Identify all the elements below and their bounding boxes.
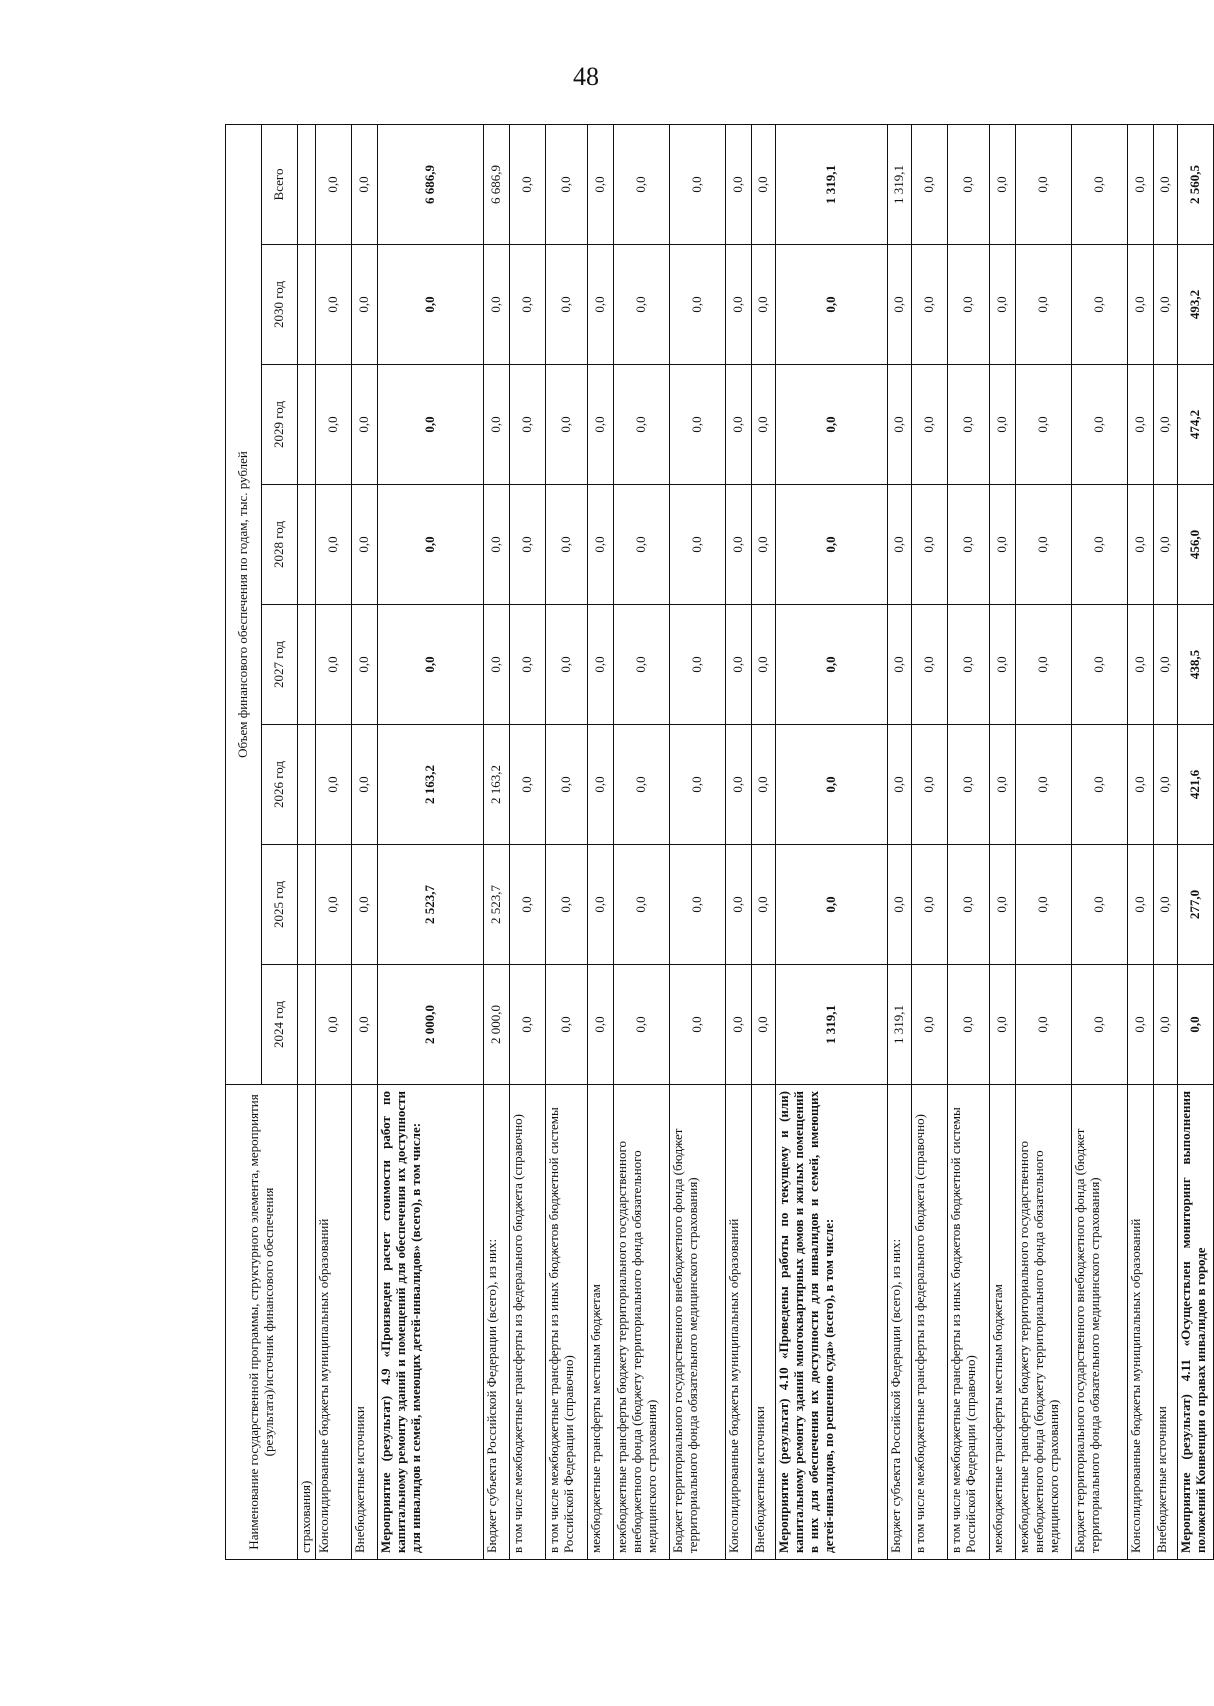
row-value (298, 725, 316, 845)
header-funding-group: Объем финансового обеспечения по годам, тыс. рублей (226, 124, 262, 1084)
row-label: межбюджетные трансферты бюджету территориального государственного внебюджетного фонда (бюджету территориального фонда обязательного медицинского страхования) (1015, 1085, 1071, 1560)
row-value: 0,0 (509, 124, 545, 244)
row-value: 0,0 (509, 365, 545, 485)
row-value: 0,0 (1071, 845, 1127, 965)
row-value: 0,0 (509, 725, 545, 845)
table-body (298, 124, 1214, 1559)
row-value: 0,0 (725, 365, 751, 485)
row-value: 6 686,9 (483, 124, 509, 244)
row-value: 0,0 (911, 365, 947, 485)
row-value: 0,0 (911, 605, 947, 725)
row-value: 0,0 (351, 605, 377, 725)
row-value: 0,0 (947, 965, 989, 1085)
row-value: 0,0 (1071, 725, 1127, 845)
row-value: 0,0 (1015, 845, 1071, 965)
row-value: 0,0 (1153, 124, 1177, 244)
row-value: 0,0 (545, 845, 587, 965)
row-value: 0,0 (613, 485, 669, 605)
row-value: 0,0 (509, 245, 545, 365)
row-value: 0,0 (725, 845, 751, 965)
row-value: 0,0 (1127, 124, 1153, 244)
row-value: 0,0 (989, 485, 1015, 605)
row-value: 0,0 (669, 605, 725, 725)
row-value: 0,0 (377, 365, 483, 485)
row-value: 0,0 (1153, 845, 1177, 965)
row-value: 0,0 (1127, 845, 1153, 965)
table-row (1153, 124, 1177, 1559)
row-value: 0,0 (1127, 725, 1153, 845)
row-value: 0,0 (775, 845, 887, 965)
row-value: 0,0 (1127, 965, 1153, 1085)
row-value: 0,0 (989, 245, 1015, 365)
row-value: 0,0 (545, 965, 587, 1085)
row-value: 0,0 (613, 845, 669, 965)
row-value: 1 319,1 (775, 965, 887, 1085)
row-value (298, 845, 316, 965)
table-row (1071, 124, 1127, 1559)
table-row (751, 124, 775, 1559)
row-value: 0,0 (1015, 485, 1071, 605)
row-value: 0,0 (587, 124, 613, 244)
row-value: 0,0 (725, 485, 751, 605)
row-value: 0,0 (669, 725, 725, 845)
table-row (587, 124, 613, 1559)
row-value: 0,0 (1153, 965, 1177, 1085)
row-value: 0,0 (887, 605, 911, 725)
table-row (669, 124, 725, 1559)
table-row (947, 124, 989, 1559)
row-value: 0,0 (351, 965, 377, 1085)
row-label: Бюджет территориального государственного внебюджетного фонда (бюджет территориального фонда обязательного медицинского страхования) (669, 1085, 725, 1560)
table-row (613, 124, 669, 1559)
table-row (1127, 124, 1153, 1559)
row-value: 0,0 (725, 605, 751, 725)
row-value: 0,0 (775, 605, 887, 725)
row-label: Бюджет территориального государственного внебюджетного фонда (бюджет территориального фонда обязательного медицинского страхования) (1071, 1085, 1127, 1560)
row-value: 0,0 (483, 245, 509, 365)
row-value: 0,0 (775, 365, 887, 485)
row-value (298, 365, 316, 485)
row-value: 0,0 (725, 124, 751, 244)
table-row (483, 124, 509, 1559)
row-value: 0,0 (947, 124, 989, 244)
row-value: 0,0 (315, 965, 351, 1085)
row-value (298, 485, 316, 605)
row-value: 0,0 (351, 365, 377, 485)
row-value: 0,0 (545, 245, 587, 365)
row-value: 0,0 (669, 965, 725, 1085)
row-value: 0,0 (377, 245, 483, 365)
row-label: Консолидированные бюджеты муниципальных образований (1127, 1085, 1153, 1560)
header-year: 2025 год (262, 845, 298, 965)
row-value: 0,0 (587, 965, 613, 1085)
row-label: Внебюджетные источники (751, 1085, 775, 1560)
row-value: 0,0 (887, 725, 911, 845)
table-row (545, 124, 587, 1559)
row-value: 0,0 (1127, 245, 1153, 365)
row-value: 0,0 (613, 365, 669, 485)
table-row (1015, 124, 1071, 1559)
table-row (509, 124, 545, 1559)
row-value (298, 245, 316, 365)
table-row (315, 124, 351, 1559)
row-value: 0,0 (1127, 605, 1153, 725)
row-value: 0,0 (989, 605, 1015, 725)
header-year: 2026 год (262, 725, 298, 845)
row-value: 456,0 (1177, 485, 1213, 605)
row-value: 0,0 (483, 365, 509, 485)
row-value: 0,0 (775, 725, 887, 845)
row-label: Бюджет субъекта Российской Федерации (всего), из них: (483, 1085, 509, 1560)
row-value: 1 319,1 (887, 965, 911, 1085)
row-value: 0,0 (1127, 365, 1153, 485)
row-value: 0,0 (989, 845, 1015, 965)
row-label: Консолидированные бюджеты муниципальных образований (315, 1085, 351, 1560)
header-year: 2028 год (262, 485, 298, 605)
row-value: 0,0 (911, 965, 947, 1085)
row-label: межбюджетные трансферты местным бюджетам (989, 1085, 1015, 1560)
row-value: 0,0 (1071, 965, 1127, 1085)
row-value: 0,0 (315, 725, 351, 845)
row-value: 0,0 (947, 245, 989, 365)
row-label: Бюджет субъекта Российской Федерации (всего), из них: (887, 1085, 911, 1560)
row-value: 0,0 (911, 245, 947, 365)
row-value: 0,0 (911, 725, 947, 845)
row-value: 0,0 (1015, 605, 1071, 725)
row-label: в том числе межбюджетные трансферты из федерального бюджета (справочно) (509, 1085, 545, 1560)
row-value: 0,0 (351, 124, 377, 244)
row-value: 0,0 (669, 245, 725, 365)
row-value: 0,0 (1071, 365, 1127, 485)
row-value: 0,0 (613, 245, 669, 365)
row-value: 0,0 (483, 605, 509, 725)
table-row (298, 124, 316, 1559)
row-value: 0,0 (315, 245, 351, 365)
row-label: межбюджетные трансферты местным бюджетам (587, 1085, 613, 1560)
table-row (725, 124, 751, 1559)
row-value: 0,0 (1153, 725, 1177, 845)
row-value: 0,0 (989, 124, 1015, 244)
row-value: 0,0 (377, 605, 483, 725)
row-value (298, 965, 316, 1085)
row-label: Мероприятие (результат) 4.11 «Осуществлен мониторинг выполнения положений Конвенции о правах инвалидов в городе (1177, 1085, 1213, 1560)
table-row (989, 124, 1015, 1559)
row-value: 0,0 (483, 485, 509, 605)
row-value: 2 523,7 (377, 845, 483, 965)
row-value: 0,0 (613, 725, 669, 845)
row-value: 0,0 (947, 845, 989, 965)
row-value: 493,2 (1177, 245, 1213, 365)
row-value: 2 523,7 (483, 845, 509, 965)
row-value: 0,0 (887, 845, 911, 965)
row-value: 0,0 (587, 725, 613, 845)
row-value: 0,0 (587, 485, 613, 605)
row-value: 0,0 (725, 245, 751, 365)
row-value: 0,0 (351, 245, 377, 365)
row-label: Консолидированные бюджеты муниципальных образований (725, 1085, 751, 1560)
row-value: 438,5 (1177, 605, 1213, 725)
row-value: 0,0 (315, 365, 351, 485)
row-value: 0,0 (751, 365, 775, 485)
row-value: 0,0 (613, 124, 669, 244)
page-number: 48 (573, 62, 599, 91)
row-value: 0,0 (545, 124, 587, 244)
row-label: Мероприятие (результат) 4.9 «Произведен расчет стоимости работ по капитальному ремонту зданий и помещений для обеспечения их доступности для инвалидов и семей, имеющих детей-инвалидов» (всего), в том числе: (377, 1085, 483, 1560)
row-value: 0,0 (887, 245, 911, 365)
row-value: 421,6 (1177, 725, 1213, 845)
row-value: 0,0 (509, 965, 545, 1085)
row-value: 0,0 (315, 605, 351, 725)
row-value: 0,0 (751, 725, 775, 845)
row-value (298, 124, 316, 244)
row-value: 0,0 (1153, 605, 1177, 725)
row-value: 0,0 (1015, 725, 1071, 845)
row-value: 0,0 (1071, 485, 1127, 605)
row-value: 0,0 (751, 124, 775, 244)
row-value: 0,0 (725, 725, 751, 845)
table-row (911, 124, 947, 1559)
row-value: 0,0 (775, 485, 887, 605)
row-value: 0,0 (775, 245, 887, 365)
row-value: 0,0 (751, 485, 775, 605)
table-row (377, 124, 483, 1559)
row-value: 277,0 (1177, 845, 1213, 965)
row-value: 1 319,1 (887, 124, 911, 244)
row-value: 0,0 (1071, 245, 1127, 365)
row-value: 0,0 (751, 245, 775, 365)
header-year: Всего (262, 124, 298, 244)
row-value: 0,0 (587, 245, 613, 365)
row-value: 0,0 (351, 485, 377, 605)
row-value: 0,0 (751, 845, 775, 965)
row-value: 0,0 (1127, 485, 1153, 605)
row-value: 2 560,5 (1177, 124, 1213, 244)
row-label: страхования) (298, 1085, 316, 1560)
row-value: 0,0 (1071, 605, 1127, 725)
row-value: 0,0 (989, 725, 1015, 845)
row-value: 1 319,1 (775, 124, 887, 244)
row-value: 0,0 (911, 845, 947, 965)
row-value: 0,0 (669, 124, 725, 244)
row-value: 0,0 (887, 365, 911, 485)
header-year: 2027 год (262, 605, 298, 725)
row-value: 0,0 (947, 605, 989, 725)
row-value: 0,0 (509, 845, 545, 965)
header-name-column: Наименование государственной программы, структурного элемента, мероприятия (результата)/источник финансового обеспечения (226, 1085, 298, 1560)
row-value: 0,0 (1177, 965, 1213, 1085)
row-value: 0,0 (587, 845, 613, 965)
row-label: межбюджетные трансферты бюджету территориального государственного внебюджетного фонда (бюджету территориального фонда обязательного медицинского страхования) (613, 1085, 669, 1560)
row-value: 6 686,9 (377, 124, 483, 244)
row-value: 0,0 (315, 485, 351, 605)
row-value: 0,0 (947, 725, 989, 845)
row-value: 0,0 (751, 605, 775, 725)
row-value: 0,0 (377, 485, 483, 605)
row-value: 0,0 (587, 365, 613, 485)
row-value: 0,0 (1153, 245, 1177, 365)
header-year: 2024 год (262, 965, 298, 1085)
row-label: в том числе межбюджетные трансферты из иных бюджетов бюджетной системы Российской Федерации (справочно) (947, 1085, 989, 1560)
row-value: 2 163,2 (483, 725, 509, 845)
row-value: 0,0 (887, 485, 911, 605)
row-value (298, 605, 316, 725)
row-value: 0,0 (315, 124, 351, 244)
row-value: 0,0 (545, 485, 587, 605)
row-value: 0,0 (1153, 485, 1177, 605)
row-value: 0,0 (351, 725, 377, 845)
row-value: 2 000,0 (483, 965, 509, 1085)
row-value: 0,0 (1153, 365, 1177, 485)
row-label: Внебюджетные источники (1153, 1085, 1177, 1560)
row-value: 474,2 (1177, 365, 1213, 485)
row-value: 0,0 (509, 485, 545, 605)
row-value: 0,0 (1015, 124, 1071, 244)
row-value: 0,0 (947, 485, 989, 605)
rotated-table-wrapper (225, 125, 1208, 1560)
row-value: 0,0 (669, 485, 725, 605)
row-value: 0,0 (351, 845, 377, 965)
header-year: 2030 год (262, 245, 298, 365)
row-value: 0,0 (587, 605, 613, 725)
row-value: 0,0 (1071, 124, 1127, 244)
row-value: 2 000,0 (377, 965, 483, 1085)
row-value: 0,0 (613, 965, 669, 1085)
row-value: 0,0 (1015, 245, 1071, 365)
row-label: Мероприятие (результат) 4.10 «Проведены работы по текущему и (или) капитальному ремонту зданий многоквартирных домов и жилых помещений в них для обеспечения их доступности для инвалидов и семей, имеющих детей-инвалидов, по решению суда» (всего), в том числе: (775, 1085, 887, 1560)
row-value: 0,0 (545, 605, 587, 725)
row-value: 0,0 (315, 845, 351, 965)
table-row (775, 124, 887, 1559)
row-value: 0,0 (911, 124, 947, 244)
row-value: 0,0 (545, 725, 587, 845)
row-value: 0,0 (989, 365, 1015, 485)
table-row (1177, 124, 1213, 1559)
row-label: Внебюджетные источники (351, 1085, 377, 1560)
header-year: 2029 год (262, 365, 298, 485)
table-row (351, 124, 377, 1559)
row-value: 0,0 (669, 845, 725, 965)
row-value: 0,0 (1015, 965, 1071, 1085)
row-value: 0,0 (725, 965, 751, 1085)
row-value: 0,0 (947, 365, 989, 485)
row-label: в том числе межбюджетные трансферты из федерального бюджета (справочно) (911, 1085, 947, 1560)
row-value: 0,0 (1015, 365, 1071, 485)
table-row (887, 124, 911, 1559)
row-value: 0,0 (545, 365, 587, 485)
row-value: 0,0 (669, 365, 725, 485)
row-value: 2 163,2 (377, 725, 483, 845)
row-value: 0,0 (911, 485, 947, 605)
row-value: 0,0 (509, 605, 545, 725)
row-value: 0,0 (989, 965, 1015, 1085)
row-value: 0,0 (613, 605, 669, 725)
row-label: в том числе межбюджетные трансферты из иных бюджетов бюджетной системы Российской Федерации (справочно) (545, 1085, 587, 1560)
funding-table (225, 124, 1214, 1560)
row-value: 0,0 (751, 965, 775, 1085)
